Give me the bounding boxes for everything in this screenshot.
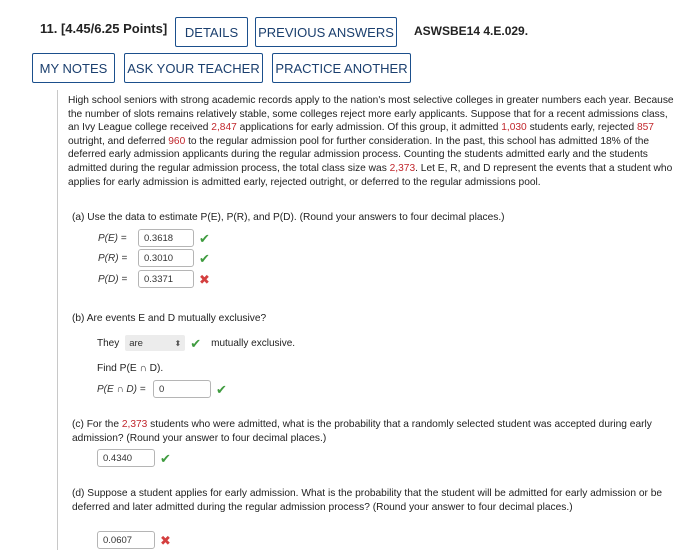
admitted-total: 2,373 [121, 419, 148, 430]
part-d-answer-input[interactable]: 0.0607 [97, 531, 155, 549]
correct-check-icon: ✔ [199, 250, 210, 266]
my-notes-button[interactable]: MY NOTES [32, 53, 115, 83]
pd-label: P(D) = [98, 273, 128, 285]
pd-row [98, 270, 210, 288]
correct-check-icon: ✔ [160, 450, 171, 466]
problem-statement [68, 94, 680, 189]
ask-teacher-button[interactable]: ASK YOUR TEACHER [124, 53, 263, 83]
pd-answer-input[interactable]: 0.3371 [138, 270, 194, 288]
question-code: ASWSBE14 4.E.029. [414, 24, 529, 38]
question-number: 11. [4.45/6.25 Points] [40, 21, 168, 36]
select-value: are [129, 337, 143, 349]
incorrect-x-icon: ✖ [199, 271, 210, 287]
correct-check-icon: ✔ [199, 230, 210, 246]
applications-count: 2,847 [211, 122, 237, 134]
class-size: 2,373 [389, 162, 416, 174]
pe-label: P(E) = [98, 232, 127, 244]
admitted-count: 1,030 [501, 122, 527, 134]
intersection-label: P(E ∩ D) = [97, 383, 146, 395]
part-a-prompt: (a) Use the data to estimate P(E), P(R), and P(D). (Round your answers to four decimal places.) [72, 212, 505, 223]
intersection-row [97, 380, 227, 398]
deferred-count: 960 [168, 135, 186, 147]
content-left-rule [57, 90, 58, 550]
part-c-answer-input[interactable]: 0.4340 [97, 449, 155, 467]
part-c-answer-row [97, 449, 171, 467]
correct-check-icon: ✔ [190, 335, 202, 351]
pr-answer-input[interactable]: 0.3010 [138, 249, 194, 267]
question-header [0, 0, 700, 93]
correct-check-icon: ✔ [216, 381, 227, 397]
incorrect-x-icon: ✖ [160, 532, 171, 548]
pe-answer-input[interactable]: 0.3618 [138, 229, 194, 247]
mutually-exclusive-label: mutually exclusive. [211, 337, 296, 349]
pr-label: P(R) = [98, 252, 128, 264]
problem-text: High school seniors with strong academic records apply to the nation's most selective colleges in greater numbers each year. Because the number of slots remains relatively stable, some colleges reject more early applicants. Suppose that for a recent admissions class, an Ivy League college received 2,847 applications for early admission. Of this group, it admitted 1,030 students early, rejected 857 outright, and deferred 960 to the regular admission pool for further consideration. In the past, this school has admitted 18% of the deferred early admission applicants during the regular admission process. Counting the students admitted early and the students admitted during the regular admission process, the total class size was 2,373. Let E, R, and D represent the events that a student who applies for early admission is admitted early, rejected outright, or deferred to the regular admissions pool. [68, 95, 674, 188]
practice-another-button[interactable]: PRACTICE ANOTHER [272, 53, 411, 83]
select-arrow-icon: ⬍ [174, 338, 182, 348]
part-c-prompt: (c) For the 2,373 students who were admitted, what is the probability that a randomly selected student was accepted during early admission? (Round your answer to four decimal places.) [72, 419, 652, 444]
details-button[interactable]: DETAILS [175, 17, 248, 47]
mutually-exclusive-select[interactable] [125, 335, 185, 351]
part-b-prompt: (b) Are events E and D mutually exclusive? [72, 313, 267, 324]
rejected-count: 857 [636, 122, 654, 134]
part-d-answer-row [97, 531, 171, 549]
intersection-answer-input[interactable]: 0 [153, 380, 211, 398]
pe-row [98, 229, 210, 247]
find-intersection-text: Find P(E ∩ D). [97, 363, 164, 374]
pr-row [98, 249, 210, 267]
they-label: They [97, 337, 120, 349]
part-d-prompt: (d) Suppose a student applies for early admission. What is the probability that the student will be admitted for early admission or be deferred and later admitted during the regular admission process? (Round your answer to four decimal places.) [72, 488, 663, 513]
previous-answers-button[interactable]: PREVIOUS ANSWERS [255, 17, 397, 47]
mutually-exclusive-row [97, 335, 295, 351]
